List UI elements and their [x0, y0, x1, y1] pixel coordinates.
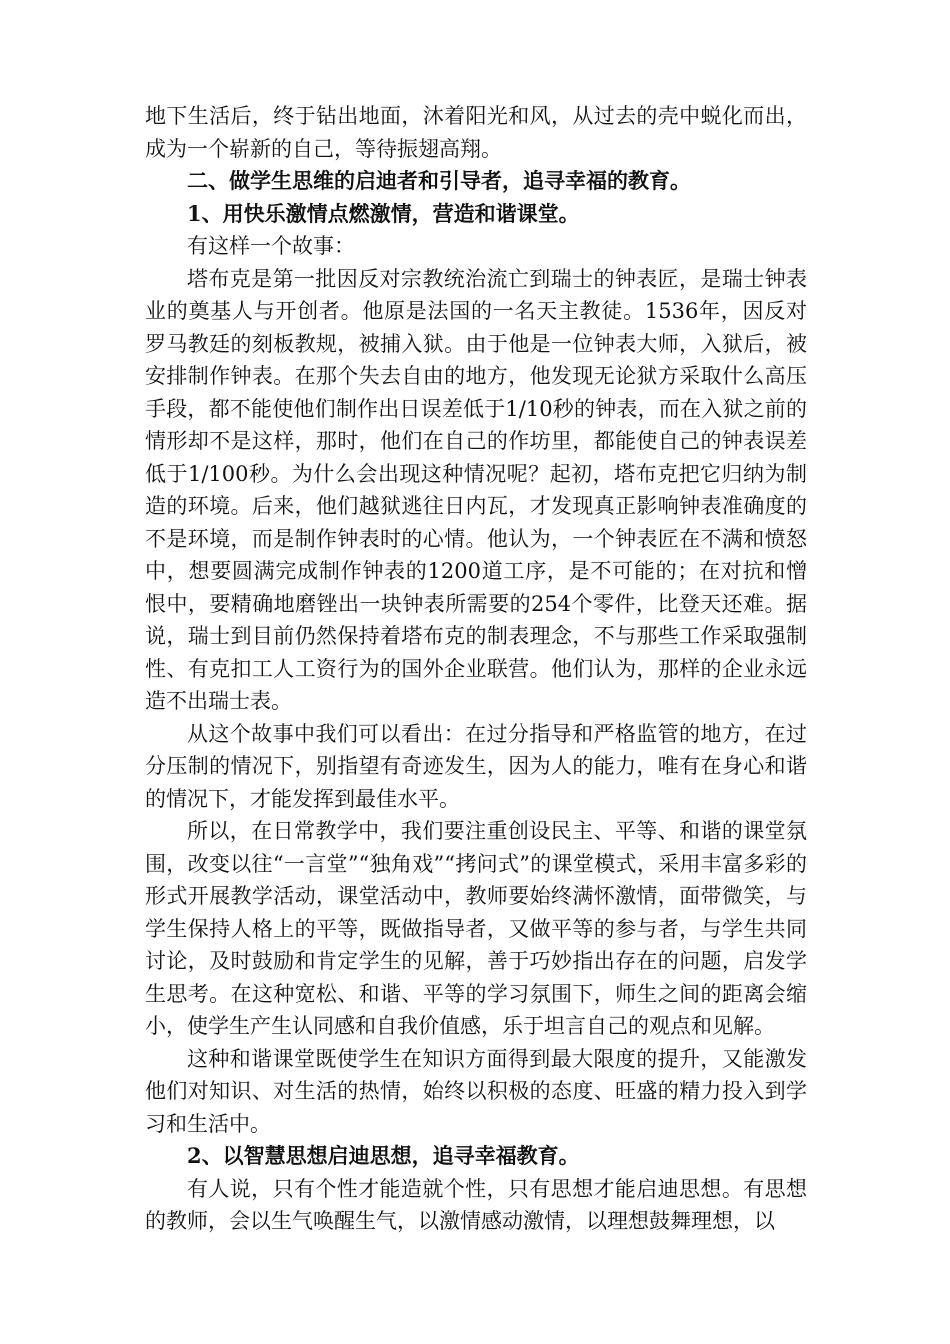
document-body	[145, 100, 807, 1238]
paragraph-thought: 有人说，只有个性才能造就个性，只有思想才能启迪思想。有思想的教师，会以生气唤醒生气，以激情感动激情，以理想鼓舞理想，以	[145, 1176, 807, 1233]
paragraph-harmony: 这种和谐课堂既使学生在知识方面得到最大限度的提升，又能激发他们对知识、对生活的热情，始终以积极的态度、旺盛的精力投入到学习和生活中。	[145, 1046, 807, 1136]
paragraph-classroom: 所以，在日常教学中，我们要注重创设民主、平等、和谐的课堂氛围，改变以往“一言堂”“独角戏”“拷问式”的课堂模式，采用丰富多彩的形式开展教学活动，课堂活动中，教师要始终满怀激情，面带微笑，与学生保持人格上的平等，既做指导者，又做平等的参与者，与学生共同讨论，及时鼓励和肯定学生的见解，善于巧妙指出存在的问题，启发学生思考。在这种宽松、和谐、平等的学习氛围下，师生之间的距离会缩小，使学生产生认同感和自我价值感，乐于坦言自己的观点和见解。	[145, 819, 807, 1038]
paragraph-story: 塔布克是第一批因反对宗教统治流亡到瑞士的钟表匠，是瑞士钟表业的奠基人与开创者。他原是法国的一名天主教徒。1536年，因反对罗马教廷的刻板教规，被捕入狱。由于他是一位钟表大师，入狱后，被安排制作钟表。在那个失去自由的地方，他发现无论狱方采取什么高压手段，都不能使他们制作出日误差低于1/10秒的钟表，而在入狱之前的情形却不是这样，那时，他们在自己的作坊里，都能使自己的钟表误差低于1/100秒。为什么会出现这种情况呢？起初，塔布克把它归纳为制造的环境。后来，他们越狱逃往日内瓦，才发现真正影响钟表准确度的不是环境，而是制作钟表时的心情。他认为，一个钟表匠在不满和愤怒中，想要圆满完成制作钟表的1200道工序，是不可能的；在对抗和憎恨中，要精确地磨锉出一块钟表所需要的254个零件，比登天还难。据说，瑞士到目前仍然保持着塔布克的制表理念，不与那些工作采取强制性、有克扣工人工资行为的国外企业联营。他们认为，那样的企业永远造不出瑞士表。	[145, 266, 807, 713]
paragraph-lesson: 从这个故事中我们可以看出：在过分指导和严格监管的地方，在过分压制的情况下，别指望有奇迹发生，因为人的能力，唯有在身心和谐的情况下，才能发挥到最佳水平。	[145, 721, 807, 811]
subsection-heading-1: 1、用快乐激情点燃激情，营造和谐课堂。	[187, 200, 580, 226]
paragraph-story-intro: 有这样一个故事：	[187, 234, 355, 258]
subsection-heading-2: 2、以智慧思想启迪思想，追寻幸福教育。	[187, 1143, 580, 1168]
section-heading-2: 二、做学生思维的启迪者和引导者，追寻幸福的教育。	[187, 168, 691, 193]
paragraph-continuation: 地下生活后，终于钻出地面，沐着阳光和风，从过去的壳中蜕化而出，成为一个崭新的自己，等待振翅高翔。	[145, 104, 807, 161]
